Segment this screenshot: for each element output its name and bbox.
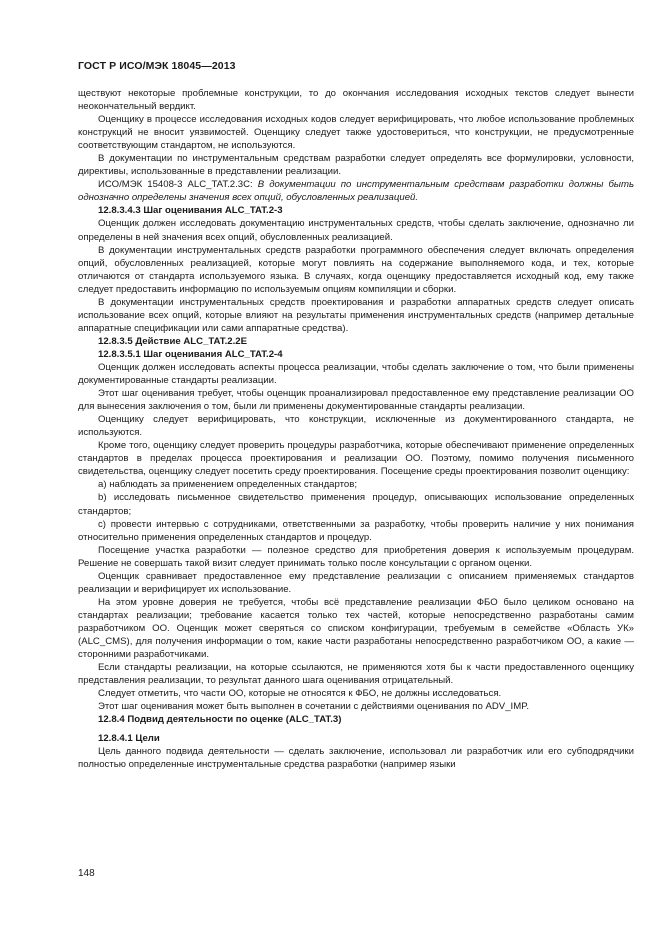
paragraph: Оценщик должен исследовать документацию инструментальных средств, чтобы сделать заключение, однозначно ли определены в ней значения всех опций, обусловленных реализацией. [78, 218, 634, 243]
list-item: b) исследовать письменное свидетельство применения процедур, описывающих использование определенных стандартов; [78, 492, 634, 517]
section-heading: 12.8.3.5 Действие ALC_TAT.2.2E [98, 335, 247, 347]
paragraph: Кроме того, оценщику следует проверить процедуры разработчика, которые обеспечивают применение определенных стандартов в пределах процесса проектирования и реализации ОО. Поэтому, помимо получения письменного свидетельства, оценщику следует посетить среду проектирования. Посещение среды проектирования позволит оценщику: [78, 440, 634, 478]
paragraph: В документации инструментальных средств разработки программного обеспечения следует включать определения опций, обусловленных реализацией, которые могут повлиять на содержание выполняемого кода, и тех, которые отличаются от стандарта используемого языка. В случаях, когда оценщику предоставляется исходный код, ему также следует предоставить информацию по используемым опциям компиляции и сборки. [78, 244, 634, 295]
paragraph: Цель данного подвида деятельности — сделать заключение, использовал ли разработчик или его субподрядчики полностью определенные инструментальные средства разработки (например языки [78, 746, 634, 771]
section-heading: 12.8.4 Подвид деятельности по оценке (ALC_TAT.3) [98, 714, 342, 726]
list-item: a) наблюдать за применением определенных стандартов; [98, 479, 358, 491]
paragraph: Следует отметить, что части ОО, которые не относятся к ФБО, не должны исследоваться. [98, 688, 502, 700]
paragraph: Этот шаг оценивания требует, чтобы оценщик проанализировал предоставленное ему представление реализации ОО для вынесения заключения о том, были ли применены документированные стандарты реализации. [78, 388, 634, 413]
section-heading: 12.8.3.4.3 Шаг оценивания ALC_TAT.2-3 [98, 205, 283, 217]
standard-title: ГОСТ Р ИСО/МЭК 18045—2013 [78, 60, 236, 72]
requirement-ref: ИСО/МЭК 15408-3 ALC_TAT.2.3C: [98, 179, 253, 191]
paragraph: Оценщику в процессе исследования исходных кодов следует верифицировать, что любое использование проблемных конструкций не вносит уязвимостей. Оценщику следует также удостовериться, что конструкции, не предусмотренные соответствующим стандартом, не используются. [78, 114, 634, 152]
paragraph: Оценщик должен исследовать аспекты процесса реализации, чтобы сделать заключение о том, что были применены документированные стандарты реализации. [78, 361, 634, 387]
paragraph: Посещение участка разработки — полезное средство для приобретения доверия к используемым процедурам. Решение не совершать такой визит следует принимать только после консультации с органом оценки. [78, 544, 634, 569]
paragraph: В документации по инструментальным средствам разработки следует определять все формулировки, условности, директивы, использованные в представлении реализации. [78, 153, 634, 178]
section-heading: 12.8.3.5.1 Шаг оценивания ALC_TAT.2-4 [98, 348, 283, 360]
paragraph: В документации инструментальных средств проектирования и разработки аппаратных средств следует описать использование всех опций, которые влияют на результаты применения инструментальных средств (например детальные аппаратные спецификации или сами аппаратные средства). [78, 296, 634, 334]
paragraph: Этот шаг оценивания может быть выполнен в сочетании с действиями оценивания по ADV_IMP. [98, 701, 530, 713]
body-text [78, 87, 634, 771]
paragraph: Оценщику следует верифицировать, что конструкции, исключенные из документированного стандарта, не используются. [78, 414, 634, 439]
section-heading: 12.8.4.1 Цели [98, 733, 160, 745]
paragraph: Оценщик сравнивает предоставленное ему представление реализации с описанием применяемых стандартов реализации и верифицирует их использование. [78, 570, 634, 595]
list-item: c) провести интервью с сотрудниками, ответственными за разработку, чтобы проверить наличие у них понимания относительно применения определенных стандартов и процедур. [78, 518, 634, 543]
requirement-text: В документации по инструментальным средствам разработки должны быть однозначно определены значения всех опций, обусловленных реализацией. [78, 179, 634, 204]
page-number: 148 [78, 868, 95, 879]
paragraph: На этом уровне доверия не требуется, чтобы всё представление реализации ФБО было целиком основано на стандартах реализации; требование касается только тех частей, которые непосредственно разработаны самим разработчиком ОО. Оценщик может сверяться со списком конфигурации, требуемым в семействе «Область УК» (ALC_CMS), для получения информации о том, какие части разработаны непосредственно разработчиком ОО, а какие — сторонними разработчиками. [78, 596, 634, 661]
requirement-paragraph [78, 178, 634, 204]
paragraph: Если стандарты реализации, на которые ссылаются, не применяются хотя бы к части предоставленного оценщику представления реализации, то результат данного шага оценивания отрицательный. [78, 662, 634, 687]
paragraph: ществуют некоторые проблемные конструкции, то до окончания исследования исходных текстов следует вынести неокончательный вердикт. [78, 88, 634, 113]
